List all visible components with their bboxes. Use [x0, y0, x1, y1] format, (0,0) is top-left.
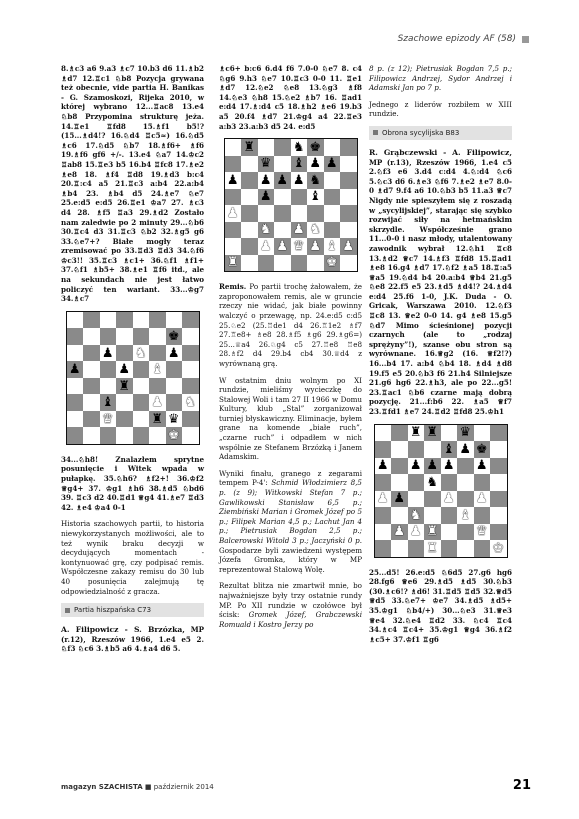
header-title: Szachowe epizody AF (58) — [397, 34, 516, 44]
board-square — [83, 427, 100, 444]
board-square — [149, 345, 166, 362]
board-square — [133, 427, 150, 444]
board-square — [166, 394, 183, 411]
black-king-icon: ♚ — [474, 441, 491, 458]
board-square — [408, 540, 425, 557]
white-pawn-icon: ♟ — [225, 205, 242, 222]
black-queen-icon: ♛ — [258, 156, 275, 173]
black-bishop-icon: ♝ — [307, 189, 324, 206]
col2-para-4c: Gospodarze byli zawiedzeni występem Józefa Gromka, który w MP reprezentował Stalową Wolę. — [219, 545, 362, 574]
board-square — [391, 441, 408, 458]
col1-para-1: 8.♗c3 a6 9.a3 ♗c7 10.b3 d6 11.♗b2 ♗d7 12.♖c1 ♘b8 Pozycja grywana też obecnie, vide partia H. Banikas - G. Szamoskozi, Rijeka 2010, w której wybrano 12...♖ac8 13.e4 ♘b8 Przypomina strukturę jeża. 14.♖e1 ♖fd8 15.♗f1 b5!? (15...♗d4!? 16.♘d4 ♖c5≈) 16.♘d5 ♗c6 17.♘d5 ♘b7 18.♗f6+ ♗f6 19.♗f6 gf6 +/-. 13.e4 ♘a7 14.♔c2 ♖ab8 15.♖e3 b5 16.b4 ♖fc8 17.♗e2 ♗e8 18. ♗f4 ♖d8 19.♗d3 b:c4 20.♖:c4 a5 21.♖c3 a:b4 22.a:b4 ♗b4 23. ♗b4 d5 24.♗e7 ♘e7 25.e:d5 e:d5 26.♖e1 ♔a7 27. ♗c3 d4 28. ♗f5 ♖a3 29.♗d2 Zostało nam zaledwie po 2 minuty 29...♘b6 30.♖c4 d3 31.♖c3 ♘b2 32.♗g5 g6 33.♘e7+? Białe mogły teraz zremisować po 33.♖d3 ♖d3 34.♘f6 ♔c3!! 35.♖c3 ♗c1+ 36.♘f1 ♗f1+ 37.♘f1 ♗b5+ 38.♗e1 ♖f6 itd., ale na sekundach nie jest łatwo policzyć ten wariant. 33...♔g7 34.♗c7 — [61, 64, 204, 304]
black-pawn-icon: ♟ — [391, 491, 408, 508]
black-pawn-icon: ♟ — [441, 458, 458, 475]
white-pawn-icon: ♟ — [408, 524, 425, 541]
board-square — [441, 540, 458, 557]
board-square — [149, 378, 166, 395]
black-knight-icon: ♞ — [291, 139, 308, 156]
board-square — [441, 474, 458, 491]
col3-para-3: MP (r.13), Rzeszów 1966, 1.e4 c5 2.♘f3 e6 3.d4 c:d4 4.♘:d4 ♘c6 5.♘c3 d6 6.♗e3 ♘f6 7.♗e2 ♗e7 8.0-0 ♗d7 9.f4 a6 10.♘b3 b5 11.a3 ♕c7 Nigdy nie spieszyłem się z roszadą w „sycylijskiej”, starając się szybko rozwijać siły na hetmańskim skrzydle. Współcześnie grano 11...0-0 i nasz młody, utalentowany zawodnik wybrał 12.♘h1 ♖c8 13.♗d2 ♕c7 14.♗f3 ♖fd8 15.♖ad1 ♗e8 16.g4 ♗d7 17.♘f2 ♗a5 18.♖:a5 ♕a5 19.♘d4 b4 20.a:b4 ♕b4 21.g5 ♘e8 22.f5 e5 23.♗d5 ♗d4!? 24.♗d4 e:d4 25.f6 1-0, J.K. Duda - O. Gricak, Warszawa 2010. 12.♘f3 ♖c8 13. ♕e2 0-0 14. g4 ♗e8 15.g5 ♘d7 Mimo ścieśnionej pozycji czarnych (ale to „rodzaj sprężyny”!), szanse obu stron są wyrównane. 16.♕g2 (16. ♕f2!?) 16...b4 17. a:b4 ♘b4 18. ♗d4 ♗d8 19.f5 e5 20.♘b3 f6 21.h4 Silniejsze 21.g6 hg6 22.♗h3, ale po 22...g5! 23.♖ac1 ♘b6 czarne mają dobrą pozycję. 21...f:b6 22. ♗a5 ♕f7 23.♖fd1 ♗e7 24.♖d2 ♖fd8 25.♔h1 — [369, 157, 512, 416]
board-square — [133, 312, 150, 329]
col2-para-3: W ostatnim dniu wolnym po XI rundzie, mieliśmy wycieczkę do Stalowej Woli i tam 27 II 1966 w Domu Kultury, klub „Stal” zorganizował turniej błyskawiczny. Eliminacje, byłem grane na komende „białe ruch”, „czarne ruch” i odpadłem w nich wspólnie ze Stefanem Brzózką i Janem Adamskim. — [219, 375, 362, 462]
black-rook-icon: ♜ — [241, 139, 258, 156]
board-square — [490, 507, 507, 524]
board-square — [375, 425, 392, 442]
section-square-icon — [373, 130, 378, 135]
white-bishop-icon: ♝ — [457, 507, 474, 524]
board-square — [116, 328, 133, 345]
board-square — [182, 411, 199, 428]
board-square — [67, 378, 84, 395]
board-square — [340, 222, 357, 239]
blitz-results: Schmid Włodzimierz 8,5 p. (z 9); Witkowski Stefan 7 p.; Gawlikowski Stanisław 6,5 p.; Ziembiński Marian i Gromek Józef po 5 p.; Filipek Marian 4,5 p.; Lachut Jan 4 p.; Pietrusiak Bogdan 2,5 p.; Balcerowski Witold 3 p.; Jaczyński 0 p. — [219, 478, 362, 545]
board-square — [274, 189, 291, 206]
board-square — [457, 474, 474, 491]
white-pawn-icon: ♟ — [258, 238, 275, 255]
black-pawn-icon: ♟ — [375, 458, 392, 475]
col3-para-2: Jednego z liderów rozbiłem w XIII rundzie. — [369, 99, 512, 119]
board-square — [166, 312, 183, 329]
board-square — [67, 411, 84, 428]
running-header — [398, 34, 529, 44]
board-square — [83, 345, 100, 362]
board-square — [116, 345, 133, 362]
section-heading-c73 — [61, 603, 204, 617]
board-square — [225, 222, 242, 239]
board-square — [307, 205, 324, 222]
board-square — [182, 345, 199, 362]
board-square — [225, 139, 242, 156]
chess-diagram-1 — [66, 311, 200, 445]
board-square — [457, 524, 474, 541]
board-square — [490, 524, 507, 541]
board-square — [182, 427, 199, 444]
board-square — [375, 474, 392, 491]
board-square — [182, 328, 199, 345]
board-square — [490, 458, 507, 475]
page-number: 21 — [512, 778, 531, 793]
white-queen-icon: ♛ — [100, 411, 117, 428]
black-pawn-icon: ♟ — [274, 172, 291, 189]
black-rook-icon: ♜ — [116, 378, 133, 395]
white-knight-icon: ♞ — [133, 345, 150, 362]
board-square — [225, 189, 242, 206]
board-square — [258, 139, 275, 156]
col2-para-5a: Rezultat blitza nie zmartwił mnie, bo najważniejsze były trzy ostatnie rundy MP. Po XII rundzie w czołówce był ścisk: — [219, 581, 362, 620]
board-square — [340, 156, 357, 173]
white-knight-icon: ♞ — [258, 222, 275, 239]
board-square — [67, 312, 84, 329]
white-pawn-icon: ♟ — [375, 491, 392, 508]
board-square — [324, 205, 341, 222]
board-square — [391, 425, 408, 442]
col3-para-1: 8 p. (z 12); Pietrusiak Bogdan 7,5 p.; Filipowicz Andrzej, Sydor Andrzej i Adamski Jan po 7 p. — [369, 64, 512, 93]
board-square — [391, 474, 408, 491]
board-square — [83, 411, 100, 428]
board-square — [274, 222, 291, 239]
white-pawn-icon: ♟ — [274, 238, 291, 255]
board-square — [340, 255, 357, 272]
black-pawn-icon: ♟ — [424, 458, 441, 475]
board-square — [133, 328, 150, 345]
column-3 — [369, 64, 512, 651]
white-bishop-icon: ♝ — [149, 361, 166, 378]
column-2 — [219, 64, 362, 636]
white-king-icon: ♚ — [166, 427, 183, 444]
black-rook-icon: ♜ — [424, 425, 441, 442]
board-square — [490, 441, 507, 458]
board-square — [133, 378, 150, 395]
board-square — [375, 441, 392, 458]
white-queen-icon: ♛ — [291, 238, 308, 255]
board-square — [241, 189, 258, 206]
board-square — [182, 361, 199, 378]
standings-leaders: Gromek Józef, Grabczewski Romuald i Kostro Jerzy po — [219, 610, 362, 629]
board-square — [457, 458, 474, 475]
remis-label: Remis. — [219, 282, 247, 292]
board-square — [258, 205, 275, 222]
board-square — [391, 540, 408, 557]
board-square — [83, 361, 100, 378]
board-square — [149, 328, 166, 345]
black-bishop-icon: ♝ — [291, 156, 308, 173]
black-king-icon: ♚ — [307, 139, 324, 156]
game-title: A. Filipowicz - S. Brzózka, — [61, 625, 185, 635]
board-square — [424, 507, 441, 524]
board-square — [457, 491, 474, 508]
section-label: Obrona sycylijska B83 — [382, 128, 460, 137]
board-square — [241, 205, 258, 222]
chess-diagram-2 — [224, 138, 358, 272]
board-square — [340, 189, 357, 206]
board-square — [441, 507, 458, 524]
white-pawn-icon: ♟ — [340, 238, 357, 255]
black-pawn-icon: ♟ — [291, 172, 308, 189]
header-square-icon — [522, 36, 529, 43]
black-king-icon: ♚ — [166, 328, 183, 345]
black-bishop-icon: ♝ — [441, 441, 458, 458]
board-square — [83, 328, 100, 345]
board-square — [241, 172, 258, 189]
board-square — [274, 205, 291, 222]
black-pawn-icon: ♟ — [457, 441, 474, 458]
white-pawn-icon: ♟ — [441, 491, 458, 508]
board-square — [149, 427, 166, 444]
board-square — [67, 427, 84, 444]
black-pawn-icon: ♟ — [307, 156, 324, 173]
board-square — [457, 540, 474, 557]
board-square — [408, 491, 425, 508]
black-bishop-icon: ♝ — [100, 394, 117, 411]
board-square — [241, 222, 258, 239]
game-title: R. Grąbczewski - A. Filipowicz, — [369, 147, 512, 157]
board-square — [100, 328, 117, 345]
white-king-icon: ♚ — [490, 540, 507, 557]
white-knight-icon: ♞ — [182, 394, 199, 411]
board-square — [116, 312, 133, 329]
board-square — [408, 441, 425, 458]
board-square — [67, 328, 84, 345]
white-knight-icon: ♞ — [408, 507, 425, 524]
board-square — [182, 312, 199, 329]
white-king-icon: ♚ — [324, 255, 341, 272]
board-square — [474, 474, 491, 491]
board-square — [324, 222, 341, 239]
col2-para-1: ♗c6+ b:c6 6.d4 f6 7.0-0 ♘e7 8. c4 ♘g6 9.h3 ♘e7 10.♖c3 0-0 11. ♖e1 ♗d7 12.♘e2 ♘e8 13.♘g3 ♗f8 14.♘e3 ♘h8 15.♘e2 ♗b7 16. ♖ad1 e:d4 17.♗:d4 c5 18.♗h2 ♗e6 19.b3 a5 20.f4 ♗d7 21.♔g4 a4 22.♖e3 a:b3 23.a:b3 d5 24. e:d5 — [219, 64, 362, 131]
black-pawn-icon: ♟ — [324, 156, 341, 173]
footer: magazyn SZACHISTA ■ październik 2014 21 — [61, 778, 531, 793]
white-rook-icon: ♜ — [225, 255, 242, 272]
white-pawn-icon: ♟ — [307, 238, 324, 255]
white-bishop-icon: ♝ — [324, 238, 341, 255]
column-1 — [61, 64, 204, 661]
board-square — [241, 238, 258, 255]
white-knight-icon: ♞ — [307, 222, 324, 239]
black-pawn-icon: ♟ — [258, 172, 275, 189]
board-square — [490, 425, 507, 442]
board-square — [149, 312, 166, 329]
board-square — [291, 205, 308, 222]
board-square — [424, 491, 441, 508]
white-pawn-icon: ♟ — [291, 222, 308, 239]
board-square — [100, 312, 117, 329]
board-square — [225, 156, 242, 173]
board-square — [375, 524, 392, 541]
black-pawn-icon: ♟ — [474, 458, 491, 475]
board-square — [340, 139, 357, 156]
white-pawn-icon: ♟ — [149, 394, 166, 411]
board-square — [133, 411, 150, 428]
board-square — [474, 507, 491, 524]
black-knight-icon: ♞ — [307, 172, 324, 189]
col1-para-4: MP (r.12), Rzeszów 1966, 1.e4 e5 2. ♘f3 ♘c6 3.♗b5 a6 4.♗a4 d6 5. — [61, 625, 204, 654]
white-queen-icon: ♛ — [474, 524, 491, 541]
board-square — [474, 540, 491, 557]
board-square — [490, 491, 507, 508]
board-square — [391, 507, 408, 524]
col1-para-2: 34...♘h8! Znalazłem sprytne posunięcie i Witek wpada w pułapkę. 35.♘h6? ♗f2+! 36.♔f2 ♕g4+ 37. ♔g1 ♗h6 38.♗d5 ♘bd6 39. ♖c3 d2 40.♖d1 ♕g4 41.♗e7 ♖d3 42. ♗e4 ♔a4 0-1 — [61, 454, 204, 512]
black-queen-icon: ♛ — [457, 425, 474, 442]
black-rook-icon: ♜ — [408, 425, 425, 442]
board-square — [408, 474, 425, 491]
black-pawn-icon: ♟ — [225, 172, 242, 189]
board-square — [324, 172, 341, 189]
board-square — [340, 205, 357, 222]
board-square — [116, 411, 133, 428]
board-square — [375, 540, 392, 557]
black-knight-icon: ♞ — [424, 474, 441, 491]
board-square — [166, 361, 183, 378]
col3-para-4: 25...d5! 26.e:d5 ♘6d5 27.g6 hg6 28.fg6 ♕e6 29.♗d5 ♗d5 30.♘b3 (30.♗c6!? ♗d6! 31.♖d5 ♖d5 32.♕d5 ♕d5 33.♘e7+ ♔e7 34.♗d5 ♗d5+ 35.♔g1 ♘b4/+) 30...♘e3 31.♕e3 ♕e4 32.♘e4 ♖d2 33. ♘c4 ♖c4 34.♗c4 ♖c4+ 35.♔g1 ♕g4 36.♗f2 ♗c5+ 37.♔f1 ♖g6 — [369, 567, 512, 644]
board-square — [274, 139, 291, 156]
section-label: Partia hiszpańska C73 — [74, 606, 152, 615]
board-square — [391, 458, 408, 475]
board-square — [241, 156, 258, 173]
board-square — [441, 425, 458, 442]
white-rook-icon: ♜ — [424, 524, 441, 541]
board-square — [67, 345, 84, 362]
board-square — [291, 255, 308, 272]
board-square — [116, 394, 133, 411]
board-square — [67, 394, 84, 411]
black-pawn-icon: ♟ — [67, 361, 84, 378]
board-square — [241, 255, 258, 272]
board-square — [324, 189, 341, 206]
board-square — [258, 255, 275, 272]
board-square — [274, 255, 291, 272]
black-pawn-icon: ♟ — [166, 345, 183, 362]
board-square — [225, 238, 242, 255]
board-square — [83, 312, 100, 329]
magazine-name: magazyn SZACHISTA — [61, 783, 143, 791]
board-square — [291, 189, 308, 206]
board-square — [100, 361, 117, 378]
board-square — [83, 394, 100, 411]
board-square — [375, 507, 392, 524]
board-square — [116, 427, 133, 444]
col2-para-4a: Wyniki finału, granego z zegarami tempem P-4': — [219, 468, 362, 488]
white-rook-icon: ♜ — [424, 540, 441, 557]
board-square — [441, 524, 458, 541]
board-square — [424, 441, 441, 458]
board-square — [340, 172, 357, 189]
section-heading-b83 — [369, 126, 512, 140]
col1-para-3: Historia szachowych partii, to historia niewykorzystanych możliwości, ale to też wynik braku decyzji w decydujących momentach - kontynuować grę, czy podpisać remis. Współczesne zakazy remisu do 30 lub 40 posunięcia zalejmują tę odpowiedzialność z gracza. — [61, 519, 204, 596]
col2-para-2: Po partii trochę żałowałem, że zaproponowałem remis, ale w gruncie rzeczy nie widać, jak białe powinny walczyć o przewagę, np. 24.e:d5 c:d5 25.♘e2 (25.♖de1 d4 26.♖1e2 ♗f7 27.♖e8+ ♗e8 28.♗f5 ♗g6 29.♗g6=) 25...♕a4 26.♘g4 c5 27.♖e8 ♖e8 28.♗f2 d4 29.b4 cb4 30.♕d4 z wyrównaną grą. — [219, 282, 362, 368]
black-pawn-icon: ♟ — [116, 361, 133, 378]
white-pawn-icon: ♟ — [391, 524, 408, 541]
chess-diagram-3 — [374, 424, 508, 558]
black-queen-icon: ♛ — [166, 411, 183, 428]
white-pawn-icon: ♟ — [474, 491, 491, 508]
section-square-icon — [65, 608, 70, 613]
board-square — [324, 139, 341, 156]
board-square — [490, 474, 507, 491]
board-square — [274, 156, 291, 173]
black-pawn-icon: ♟ — [100, 345, 117, 362]
board-square — [100, 427, 117, 444]
black-rook-icon: ♜ — [149, 411, 166, 428]
board-square — [307, 255, 324, 272]
board-square — [166, 378, 183, 395]
board-square — [133, 361, 150, 378]
board-square — [474, 425, 491, 442]
board-square — [182, 378, 199, 395]
board-square — [100, 378, 117, 395]
black-pawn-icon: ♟ — [408, 458, 425, 475]
black-pawn-icon: ♟ — [258, 189, 275, 206]
board-square — [133, 394, 150, 411]
board-square — [83, 378, 100, 395]
issue-date: październik 2014 — [153, 783, 214, 791]
